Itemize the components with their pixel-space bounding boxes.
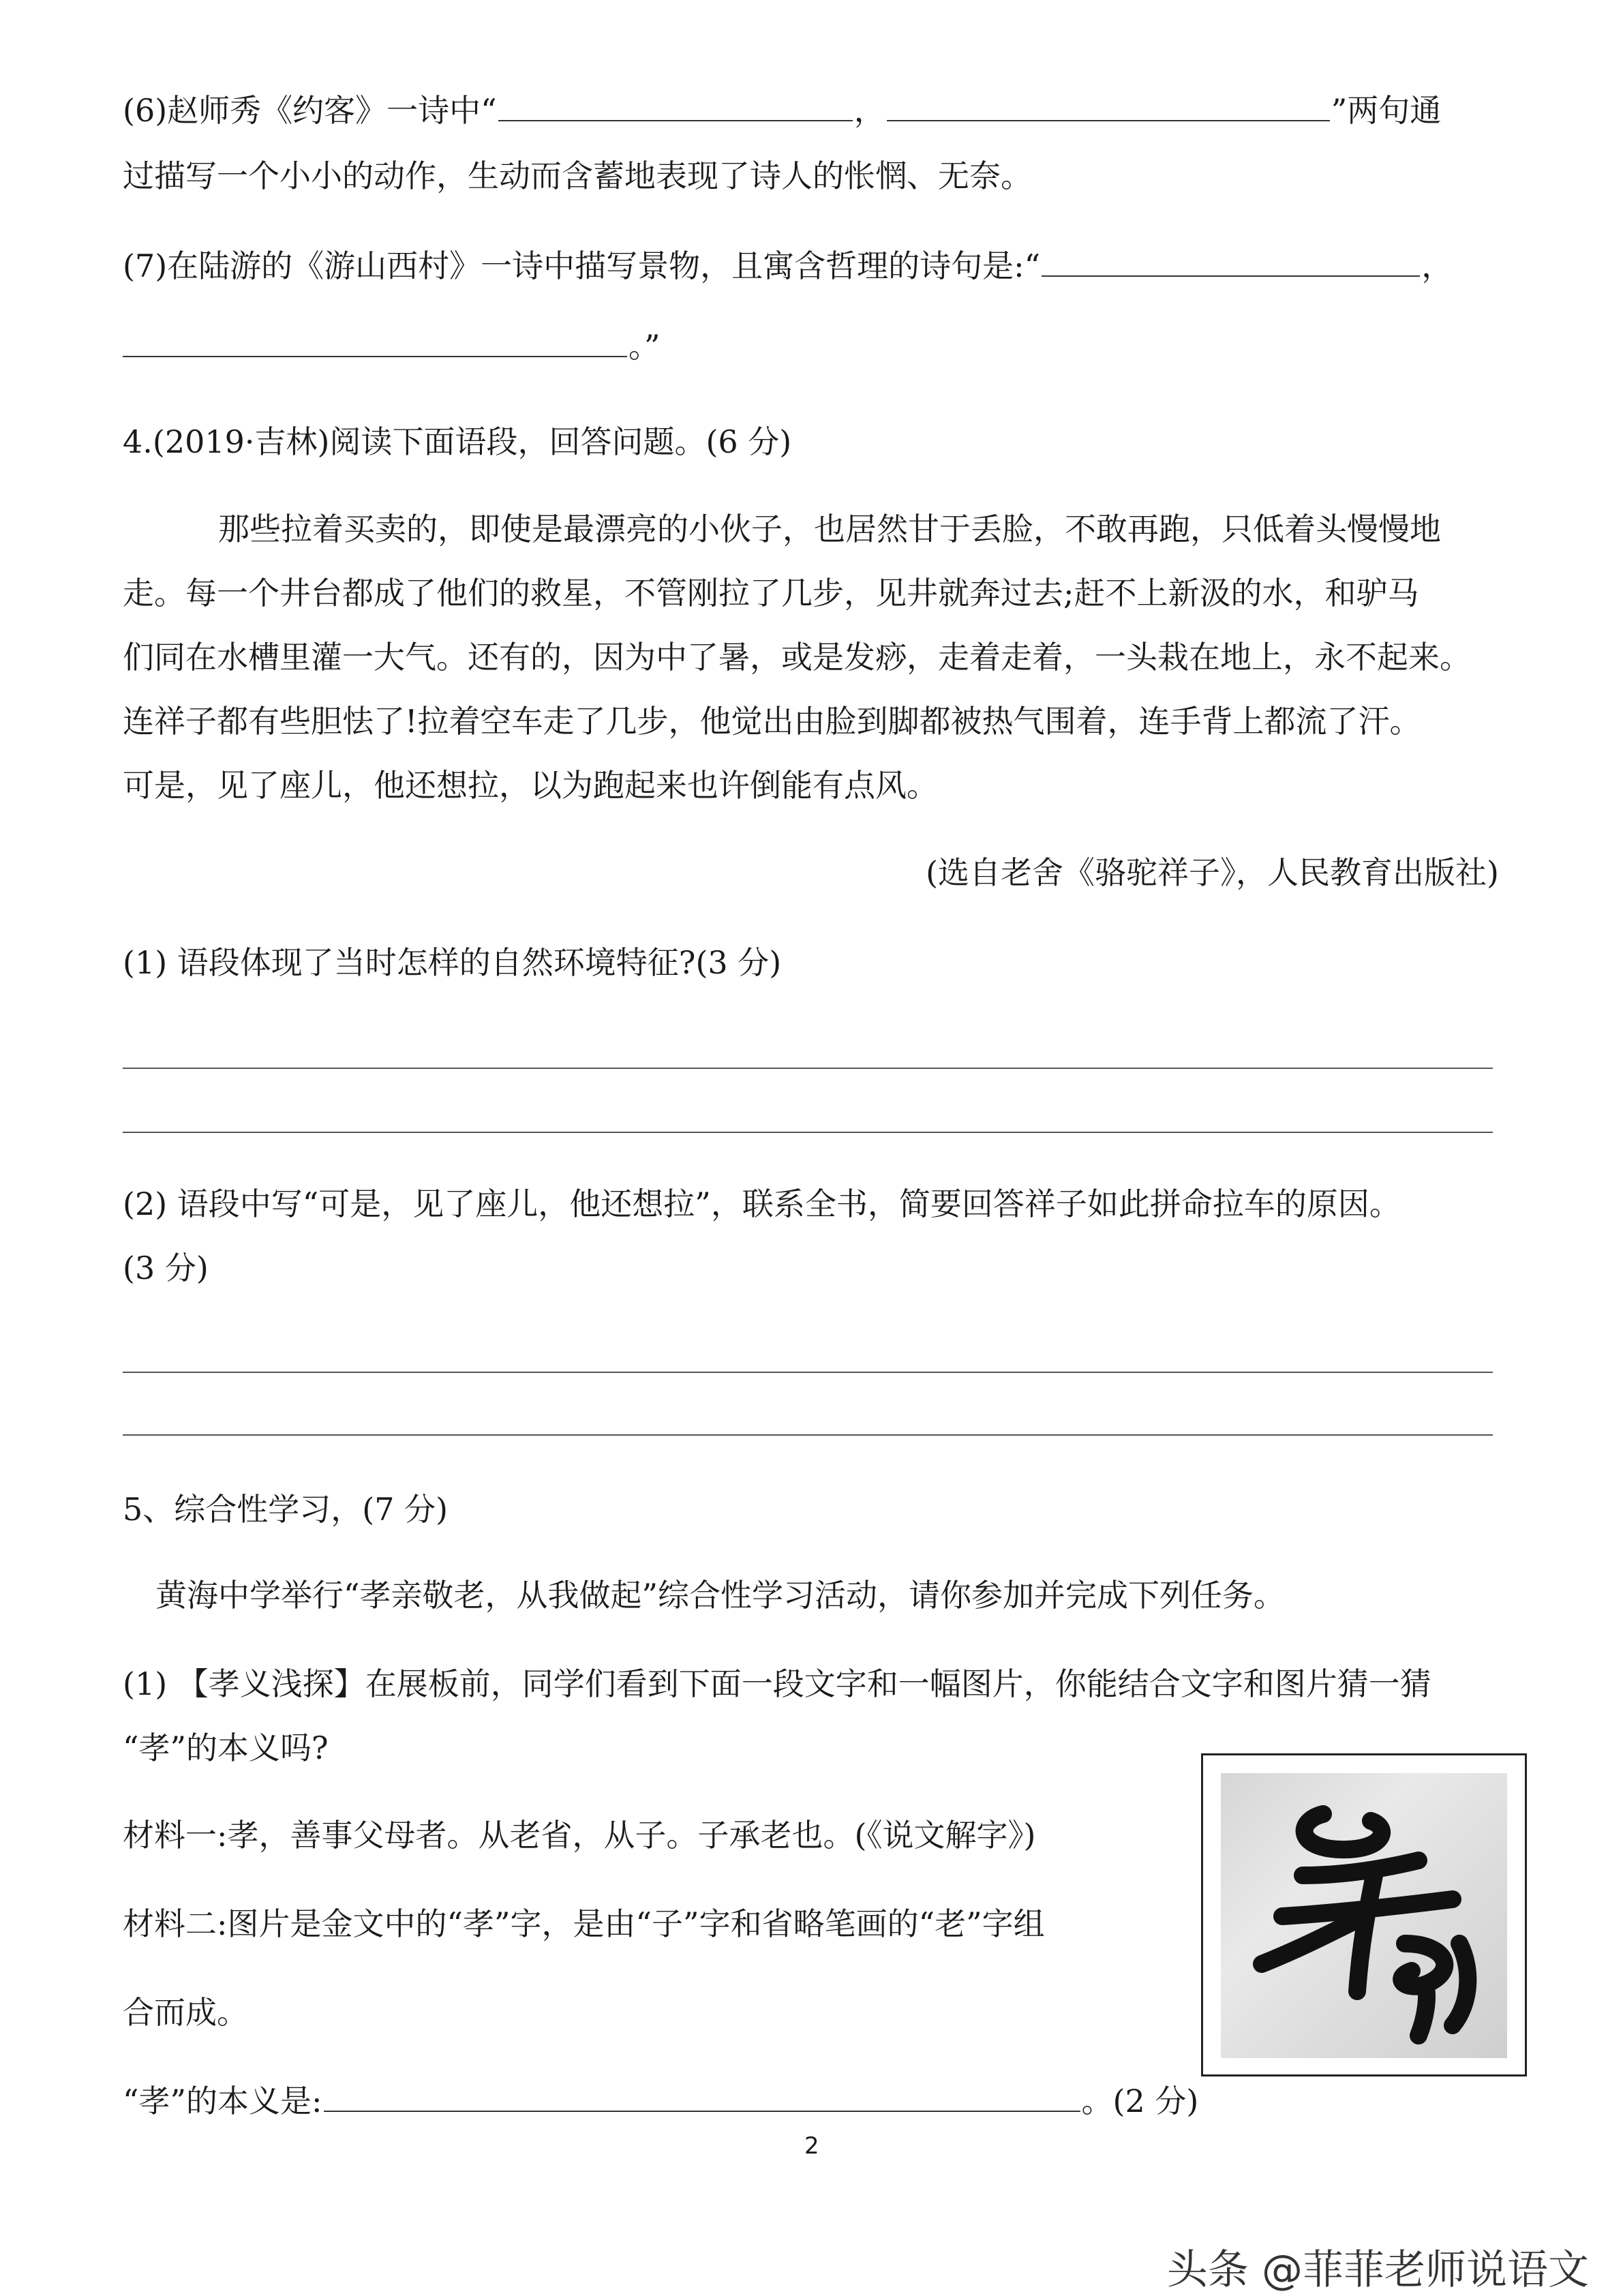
q4-passage-line: 走。每一个井台都成了他们的救星，不管刚拉了几步，见井就奔过去;赶不上新汲的水，和驴马 [123, 575, 1419, 611]
q3-7-prefix: (7)在陆游的《游山西村》一诗中描写景物，且寓含哲理的诗句是:“ [123, 247, 1041, 284]
q3-6-blank-1[interactable] [498, 90, 853, 121]
q4-passage-line: 们同在水槽里灌一大气。还有的，因为中了暑，或是发痧，走着走着，一头栽在地上，永不起来。 [123, 639, 1471, 676]
bronze-xiao-character-image [1201, 1753, 1527, 2076]
q4-passage-line: 可是，见了座儿，他还想拉，以为跑起来也许倒能有点风。 [123, 767, 938, 804]
q5-material2-line2: 合而成。 [123, 1994, 248, 2031]
q3-7-line1 [123, 245, 1453, 286]
q5-answer-blank[interactable] [324, 2081, 1080, 2112]
watermark: 头条 @菲菲老师说语文 [1166, 2246, 1589, 2294]
q4-sub1: (1) 语段体现了当时怎样的自然环境特征?(3 分) [123, 944, 782, 981]
q3-6-suffix: ”两句通 [1331, 92, 1442, 129]
q3-6-line2: 过描写一个小小的动作，生动而含蓄地表现了诗人的怅惘、无奈。 [123, 157, 1032, 194]
q4-sub1-answer-line-2[interactable] [123, 1132, 1493, 1133]
q5-answer-prefix: “孝”的本义是: [123, 2083, 322, 2119]
q3-6-blank-2[interactable] [887, 90, 1330, 121]
bronze-xiao-glyph-picture [1221, 1773, 1507, 2058]
q4-sub2-answer-line-1[interactable] [123, 1372, 1493, 1373]
q4-sub2-line1: (2) 语段中写“可是，见了座儿，他还想拉”，联系全书，简要回答祥子如此拼命拉车的原因。 [123, 1185, 1401, 1222]
q5-sub1-line1: (1) 【孝义浅探】在展板前，同学们看到下面一段文字和一幅图片，你能结合文字和图片猜一猜 [123, 1665, 1431, 1702]
q4-sub2-answer-line-2[interactable] [123, 1434, 1493, 1436]
q5-title: 5、综合性学习，(7 分) [123, 1491, 449, 1528]
q3-7-blank-2[interactable] [123, 326, 627, 357]
q3-6-comma: ， [853, 92, 885, 129]
q5-intro: 黄海中学举行“孝亲敬老，从我做起”综合性学习活动，请你参加并完成下列任务。 [155, 1577, 1286, 1614]
q4-sub2-line2: (3 分) [123, 1250, 209, 1286]
bronze-xiao-glyph-icon [1221, 1773, 1507, 2058]
q5-answer-suffix: 。(2 分) [1081, 2083, 1199, 2119]
q5-material2-line1: 材料二:图片是金文中的“孝”字，是由“子”字和省略笔画的“老”字组 [123, 1905, 1045, 1942]
q5-sub1-line2: “孝”的本义吗? [123, 1729, 329, 1766]
q5-material1: 材料一:孝，善事父母者。从老省，从子。子承老也。(《说文解字》) [123, 1817, 1036, 1854]
q4-title: 4.(2019·吉林)阅读下面语段，回答问题。(6 分) [123, 423, 792, 460]
q3-7-end: 。” [628, 328, 661, 365]
q3-6-line1 [123, 90, 1441, 131]
page-number: 2 [804, 2132, 819, 2160]
q5-answer-line [123, 2081, 1198, 2121]
q4-passage-line: 连祥子都有些胆怯了!拉着空车走了几步，他觉出由脸到脚都被热气围着，连手背上都流了汗。 [123, 703, 1421, 740]
q3-7-blank-1[interactable] [1042, 245, 1420, 277]
q4-passage-line: 那些拉着买卖的，即使是最漂亮的小伙子，也居然甘于丢脸，不敢再跑，只低着头慢慢地 [218, 511, 1441, 547]
q4-source: (选自老舍《骆驼祥子》，人民教育出版社) [926, 854, 1499, 891]
q3-6-prefix: (6)赵师秀《约客》一诗中“ [123, 92, 497, 129]
q3-7-line2 [123, 326, 661, 367]
q3-7-comma: ， [1421, 247, 1453, 284]
q4-sub1-answer-line-1[interactable] [123, 1068, 1493, 1069]
